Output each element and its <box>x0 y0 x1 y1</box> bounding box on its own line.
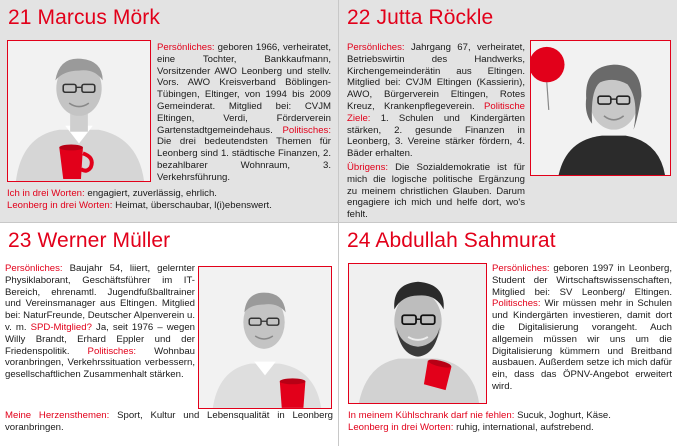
politisches-text: Wohnbau voranbringen, Verkehrssituation verbessern, gesellschaftlichen Zusammenhalt stärken. <box>5 345 195 381</box>
label-politisches: Politisches: <box>492 298 541 310</box>
profile-text <box>5 263 195 381</box>
spd-mitglied-text: Ja, seit 1976 – wegen Willy Brandt, Erhard Eppler und der Friedenspolitik. <box>5 321 196 357</box>
candidate-panel-24 <box>339 223 677 446</box>
candidate-photo <box>198 266 332 409</box>
label-politische-ziele: Politische Ziele: <box>347 100 526 124</box>
portrait-image <box>8 41 150 181</box>
herzensthemen-text: Sport, Kultur und Lebensqualität in Leonberg voranbringen. <box>5 410 334 433</box>
leonberg-drei-worte-line <box>7 200 333 212</box>
portrait-image <box>199 267 331 408</box>
politisches-text: Wir müssen mehr in Schulen und Kindergärten investieren, damit dort die Digitalisierung vorangeht. Auch allgemein müssen wir uns um die Digitalisierung kümmern und Breitband ausbauen. Außerdem setze ich mich dafür ein, dass das ÖPNV-Angebot erweitert wird. <box>492 298 672 392</box>
candidate-name: 23 Werner Müller <box>8 229 171 252</box>
label-herzensthemen: Meine Herzensthemen: <box>5 410 110 421</box>
kuehlschrank-line <box>348 410 672 422</box>
drei-worte-line <box>7 188 333 200</box>
persoenliches-text: Jahrgang 67, verheiratet, Betriebswirtin des Handwerks, Kirchengemeinderätin aus Eltingen. Mitglied bei: CVJM Eltingen (Kassierin), AWO, Bürgerverein Eltingen, Rotes Kreuz, Krankenpflegeverein. <box>347 42 525 112</box>
label-persoenliches: Persönliches: <box>5 263 63 274</box>
label-persoenliches: Persönliches: <box>157 42 215 53</box>
candidate-panel-23 <box>0 223 338 446</box>
candidate-name: 24 Abdullah Sahmurat <box>347 229 556 252</box>
candidate-panel-22 <box>339 0 677 222</box>
candidate-photo <box>530 40 671 176</box>
label-spd-mitglied: SPD-Mitglied? <box>30 321 92 333</box>
label-persoenliches: Persönliches: <box>347 42 405 53</box>
profile-text <box>347 42 525 160</box>
politische-ziele-text: 1. Schulen und Kindergärten stärken, 2. gesunde Finanzen in Leonberg, 3. Vereine stärker fördern, 4. Bäder erhalten. <box>347 112 525 160</box>
politisches-text: Die drei bedeutendsten Themen für Leonberg sind 1. städtische Finanzen, 2. bezahlbarer Wohnraum, 3. Verkehrsführung. <box>157 136 331 183</box>
candidate-name: 21 Marcus Mörk <box>8 6 160 29</box>
label-politisches: Politisches: <box>87 345 137 357</box>
uebrigens-text: Die Sozialdemokratie ist für mich die logische politische Ergänzung zu meinem christlichen Glauben. Darum engagiere ich mich und helfe dort, wo's fehlt. <box>347 162 525 221</box>
footer-text <box>7 188 333 212</box>
portrait-image <box>349 264 486 403</box>
candidate-name: 22 Jutta Röckle <box>347 6 494 29</box>
candidate-panel-21 <box>0 0 338 222</box>
label-leonberg-drei-worte: Leonberg in drei Worten: <box>348 421 454 433</box>
label-uebrigens: Übrigens: <box>347 162 389 173</box>
persoenliches-text: geboren 1966, verheiratet, eine Tochter, Bankkaufmann, Vorsitzender AWO Leonberg und stellv. Vors. AWO Kreisverband Böblingen-Tübingen, Eltinger, von 1994 bis 2009 Gemeinderat. Mitglied bei: CVJM Eltingen, Verdi, Förderverein Gartenstadtgemeindehaus. <box>157 42 331 136</box>
label-kuehlschrank: In meinem Kühlschrank darf nie fehlen: <box>348 410 515 421</box>
persoenliches-text: Baujahr 54, liiert, gelernter Physiklaborant, Geschäftsführer im IT-Bereich, ehrenamtl. Jugendfußballtrainer und Vereinsmanager aus Eltingen. Mitglied bei: NaturFreunde, Deutscher Alpenverein u. v. m. <box>5 263 195 333</box>
portrait-image <box>531 41 670 175</box>
profile-text <box>492 263 672 393</box>
candidate-photo <box>348 263 487 404</box>
label-leonberg-drei-worte: Leonberg in drei Worten: <box>7 199 113 211</box>
label-politisches: Politisches: <box>282 124 331 136</box>
uebrigens-text-block <box>347 162 525 221</box>
footer-text <box>5 410 333 434</box>
leonberg-drei-worte-line <box>348 422 672 434</box>
kuehlschrank-text: Sucuk, Joghurt, Käse. <box>517 410 611 421</box>
persoenliches-text: geboren 1997 in Leonberg, Student der Wirtschaftswissenschaften, Mitglied bei: SV Leonberg/ Eltingen. <box>492 263 672 298</box>
drei-worte-text: engagiert, zuverlässig, ehrlich. <box>87 188 217 199</box>
label-drei-worte: Ich in drei Worten: <box>7 188 85 199</box>
leonberg-drei-worte-text: Heimat, überschaubar, l(i)ebenswert. <box>115 199 272 211</box>
footer-text <box>348 410 672 434</box>
candidate-photo <box>7 40 151 182</box>
leonberg-drei-worte-text: ruhig, international, aufstrebend. <box>456 421 594 433</box>
profile-text <box>157 42 331 184</box>
label-persoenliches: Persönliches: <box>492 263 550 274</box>
